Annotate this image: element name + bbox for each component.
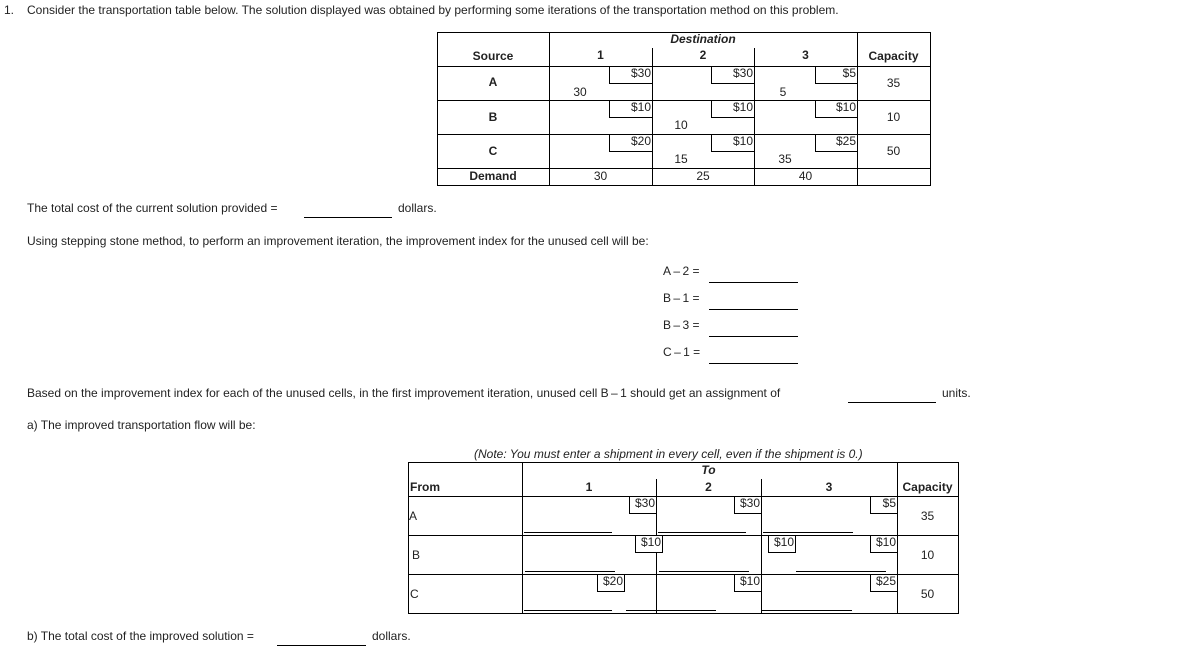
index-label-b1: B – 1 = <box>663 291 700 305</box>
index-input-b3[interactable] <box>709 322 798 337</box>
demand-3: 40 <box>798 169 813 183</box>
dest-header-3: 3 <box>802 48 809 62</box>
cost2-b2: $10 <box>768 536 796 553</box>
assignment-text: Based on the improvement index for each of the unused cells, in the first improvement iteration, unused cell B – 1 should get an assignment of <box>27 386 781 400</box>
cost-b2: $10 <box>711 101 755 118</box>
alloc-a1: 30 <box>573 85 587 99</box>
part-b-label: b) The total cost of the improved solution = <box>27 629 254 643</box>
total-cost-input[interactable] <box>304 203 392 218</box>
capacity2-a: 35 <box>920 509 935 523</box>
flow-input-a2[interactable] <box>658 518 746 533</box>
to-header-1: 1 <box>585 480 593 494</box>
cost2-a1: $30 <box>629 497 657 514</box>
flow-input-c3[interactable] <box>762 596 852 611</box>
alloc-b2: 10 <box>674 118 688 132</box>
alloc-c2: 15 <box>674 152 688 166</box>
destination-header: Destination <box>670 32 736 46</box>
index-label-a2: A – 2 = <box>663 264 700 278</box>
cost-b3: $10 <box>815 101 858 118</box>
index-input-b1[interactable] <box>709 295 798 310</box>
improved-cost-input[interactable] <box>277 631 366 646</box>
cost-a2: $30 <box>711 67 755 84</box>
row-label-c: C <box>488 144 498 158</box>
demand-label: Demand <box>469 169 517 183</box>
capacity-c: 50 <box>886 144 901 158</box>
to-header-3: 3 <box>825 480 833 494</box>
from-header: From <box>410 480 440 494</box>
cost-a3: $5 <box>815 67 858 84</box>
index-input-a2[interactable] <box>709 268 798 283</box>
cost2-b3: $10 <box>870 536 898 553</box>
to-header-2: 2 <box>705 480 712 494</box>
alloc-a3: 5 <box>779 85 787 99</box>
flow-input-b1[interactable] <box>525 557 615 572</box>
capacity2-c: 50 <box>920 587 935 601</box>
question-number: 1. <box>4 3 15 17</box>
alloc-c3: 35 <box>778 152 792 166</box>
index-input-c1[interactable] <box>709 349 798 364</box>
total-cost-label: The total cost of the current solution provided = <box>27 201 278 215</box>
capacity-b: 10 <box>886 110 901 124</box>
flow-input-c2[interactable] <box>626 596 716 611</box>
cost2-b1: $10 <box>635 536 663 553</box>
question-prompt: Consider the transportation table below. The solution displayed was obtained by performing some iterations of the transportation method on this problem. <box>27 3 839 17</box>
cost2-a2: $30 <box>734 497 762 514</box>
assignment-input[interactable] <box>848 388 936 403</box>
demand-2: 25 <box>696 169 710 183</box>
part-b-dollars: dollars. <box>372 629 411 643</box>
part-a-label: a) The improved transportation flow will be: <box>27 418 256 432</box>
stepping-stone-text: Using stepping stone method, to perform an improvement iteration, the improvement index for the unused cell will be: <box>27 234 649 248</box>
capacity-header-2: Capacity <box>902 480 953 494</box>
flow-input-a1[interactable] <box>524 518 612 533</box>
units-label: units. <box>942 386 971 400</box>
demand-1: 30 <box>593 169 608 183</box>
from-label-b: B <box>412 548 421 562</box>
capacity-header: Capacity <box>868 49 919 63</box>
row-label-a: A <box>488 75 498 89</box>
flow-input-b2[interactable] <box>659 557 749 572</box>
flow-input-b3[interactable] <box>796 557 886 572</box>
dest-header-2: 2 <box>699 48 707 62</box>
dest-header-1: 1 <box>597 48 604 62</box>
flow-input-c1[interactable] <box>524 596 612 611</box>
index-label-b3: B – 3 = <box>663 318 700 332</box>
from-label-a: A <box>409 509 418 523</box>
capacity2-b: 10 <box>920 548 935 562</box>
to-header: To <box>701 463 716 477</box>
cost2-a3: $5 <box>870 497 898 514</box>
total-cost-dollars: dollars. <box>398 201 437 215</box>
cost2-c1: $20 <box>597 575 625 592</box>
index-label-c1: C – 1 = <box>663 345 701 359</box>
from-label-c: C <box>410 587 419 601</box>
cost-a1: $30 <box>609 67 653 84</box>
note-text: (Note: You must enter a shipment in every cell, even if the shipment is 0.) <box>474 447 863 461</box>
cost-c1: $20 <box>609 135 653 152</box>
flow-input-a3[interactable] <box>763 518 853 533</box>
capacity-a: 35 <box>886 76 901 90</box>
cost2-c3: $25 <box>870 575 898 592</box>
row-label-b: B <box>488 110 498 124</box>
source-header: Source <box>472 49 514 63</box>
cost-c3: $25 <box>815 135 858 152</box>
cost-b1: $10 <box>609 101 653 118</box>
cost-c2: $10 <box>711 135 755 152</box>
cost2-c2: $10 <box>734 575 762 592</box>
